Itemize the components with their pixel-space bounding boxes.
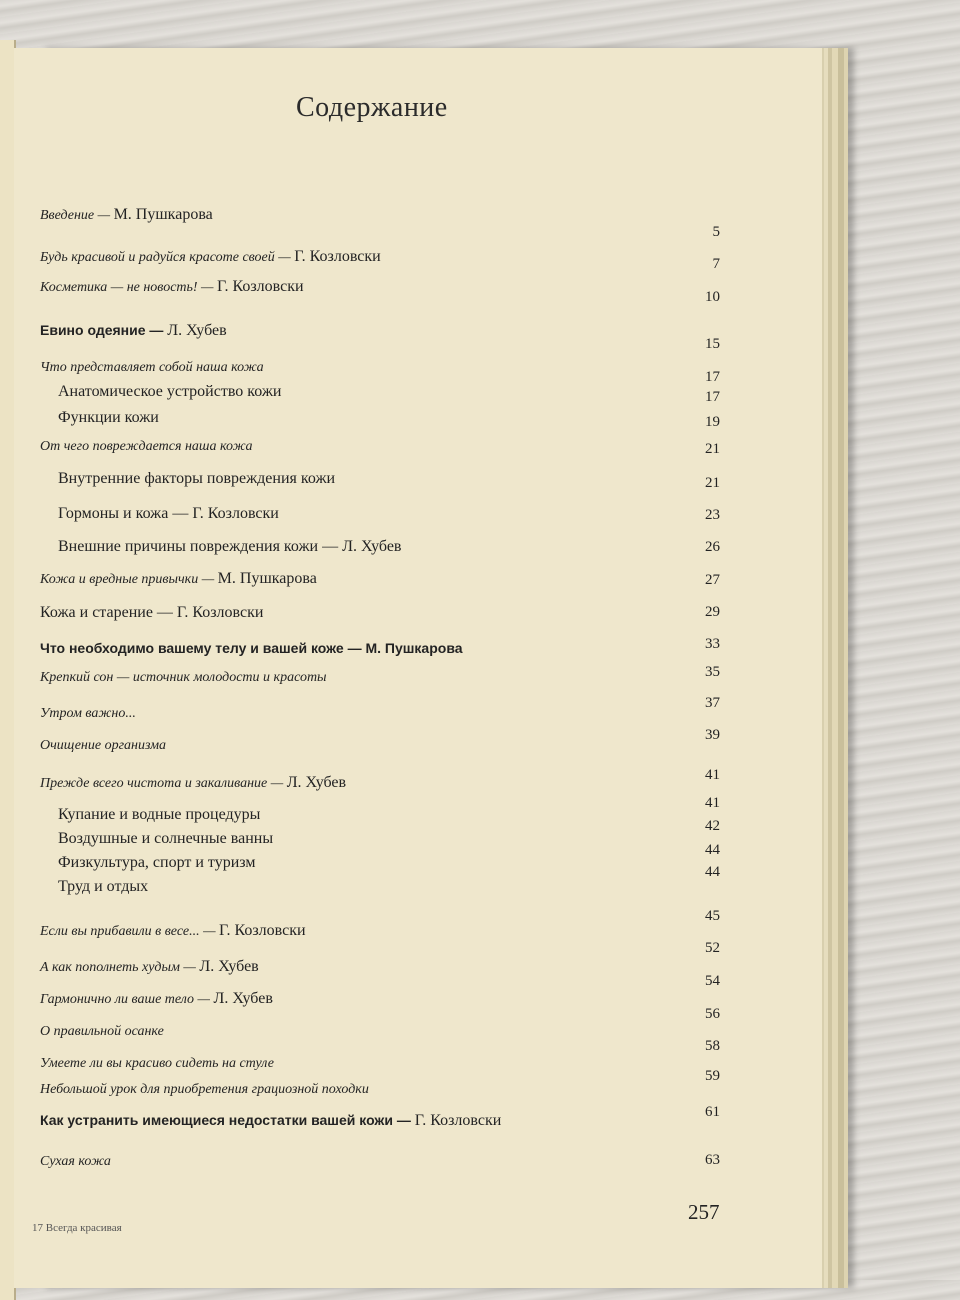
toc-entry-text: Труд и отдых bbox=[58, 878, 149, 895]
toc-entry-page-number: 58 bbox=[705, 1038, 720, 1054]
toc-entry-page-number: 26 bbox=[705, 539, 720, 555]
toc-entry-text: Физкультура, спорт и туризм bbox=[58, 854, 256, 871]
toc-entry-text: Гормоны и кожа — Г. Козловски bbox=[58, 505, 279, 522]
toc-entry-title bbox=[58, 830, 273, 848]
toc-entry-italic-text: От чего повреждается наша кожа bbox=[40, 439, 253, 454]
toc-entry-page-number: 27 bbox=[705, 572, 720, 588]
toc-entry-title bbox=[40, 206, 213, 224]
toc-entry-title bbox=[58, 854, 256, 872]
toc-entry-title bbox=[40, 640, 463, 658]
toc-entry-page-number: 42 bbox=[705, 818, 720, 834]
toc-entry-italic-text: О правильной осанке bbox=[40, 1024, 164, 1039]
toc-entry-page-number: 56 bbox=[705, 1006, 720, 1022]
toc-entry-title bbox=[58, 383, 281, 401]
toc-entry-title bbox=[40, 322, 227, 340]
toc-entry-page-number: 44 bbox=[705, 842, 720, 858]
toc-entry-text: Л. Хубев bbox=[213, 990, 273, 1007]
page-number: 257 bbox=[688, 1200, 720, 1224]
toc-entry-title bbox=[40, 1112, 501, 1130]
toc-entry-text: Купание и водные процедуры bbox=[58, 806, 261, 823]
toc-entry-text: Л. Хубев bbox=[167, 322, 227, 339]
toc-entry-title bbox=[40, 437, 253, 455]
toc-entry-title bbox=[58, 538, 401, 556]
toc-entry-page-number: 29 bbox=[705, 604, 720, 620]
toc-entry-title bbox=[40, 990, 273, 1008]
toc-entry-italic-text: Утром важно... bbox=[40, 706, 136, 721]
toc-entry-italic-text: Что представляет собой наша кожа bbox=[40, 360, 264, 375]
toc-entry-text: Г. Козловски bbox=[219, 922, 306, 939]
toc-entry-title bbox=[40, 1054, 274, 1072]
toc-entry-italic-text: Сухая кожа bbox=[40, 1154, 111, 1169]
toc-entry-text: Внутренние факторы повреждения кожи bbox=[58, 470, 336, 487]
toc-entry-page-number: 5 bbox=[712, 224, 720, 240]
toc-entry-italic-text: Будь красивой и радуйся красоте своей — bbox=[40, 250, 295, 265]
toc-entry-page-number: 23 bbox=[705, 507, 720, 523]
toc-entry-title bbox=[40, 958, 259, 976]
toc-entry-title bbox=[40, 1152, 111, 1170]
toc-entry-italic-text: Если вы прибавили в весе... — bbox=[40, 924, 220, 939]
toc-entry-title bbox=[40, 604, 263, 622]
toc-entry-page-number: 33 bbox=[705, 636, 720, 652]
toc-entry-bold-text: Что необходимо вашему телу и вашей коже — М. Пушкарова bbox=[40, 640, 463, 656]
toc-entry-page-number: 61 bbox=[705, 1104, 720, 1120]
toc-entry-title bbox=[40, 570, 317, 588]
toc-entry-title bbox=[40, 774, 346, 792]
toc-entry-text: М. Пушкарова bbox=[217, 570, 317, 587]
toc-entry-italic-text: Прежде всего чистота и закаливание — bbox=[40, 776, 287, 791]
toc-entry-italic-text: Небольшой урок для приобретения грациозной походки bbox=[40, 1082, 369, 1097]
toc-entry-text: Кожа и старение — Г. Козловски bbox=[40, 604, 264, 621]
toc-entry-text: Внешние причины повреждения кожи — Л. Хубев bbox=[58, 538, 402, 555]
toc-entry-page-number: 44 bbox=[705, 864, 720, 880]
toc-entry-page-number: 7 bbox=[712, 256, 720, 272]
toc-entry-title bbox=[40, 736, 166, 754]
toc-entry-title bbox=[40, 1022, 164, 1040]
toc-entry-page-number: 63 bbox=[705, 1152, 720, 1168]
toc-entry-title bbox=[58, 505, 279, 523]
toc-entry-text: Воздушные и солнечные ванны bbox=[58, 830, 274, 847]
toc-entry-title bbox=[40, 704, 136, 722]
toc-entry-italic-text: Умеете ли вы красиво сидеть на стуле bbox=[40, 1056, 274, 1071]
toc-entry-title bbox=[40, 358, 264, 376]
toc-entry-text: Г. Козловски bbox=[294, 248, 381, 265]
toc-entry-page-number: 45 bbox=[705, 908, 720, 924]
toc-entry-text: М. Пушкарова bbox=[113, 206, 213, 223]
toc-entry-title bbox=[58, 470, 335, 488]
toc-entry-text: Анатомическое устройство кожи bbox=[58, 383, 282, 400]
toc-entry-italic-text: Введение — bbox=[40, 208, 114, 223]
toc-entry-page-number: 41 bbox=[705, 795, 720, 811]
toc-entry-italic-text: Очищение организма bbox=[40, 738, 167, 753]
page-title: Содержание bbox=[296, 92, 448, 123]
toc-entry-page-number: 21 bbox=[705, 441, 720, 457]
toc-entry-title bbox=[40, 922, 306, 940]
toc-entry-page-number: 54 bbox=[705, 973, 720, 989]
toc-entry-page-number: 17 bbox=[705, 369, 720, 385]
toc-entry-title bbox=[58, 806, 260, 824]
toc-entry-title bbox=[58, 878, 148, 896]
toc-entry-text: Г. Козловски bbox=[414, 1112, 502, 1129]
signature-footer: 17 Всегда красивая bbox=[32, 1222, 122, 1234]
toc-entry-title bbox=[40, 278, 304, 296]
toc-entry-bold-text: Как устранить имеющиеся недостатки вашей кожи — bbox=[40, 1112, 415, 1128]
toc-entry-page-number: 37 bbox=[705, 695, 720, 711]
toc-entry-page-number: 21 bbox=[705, 475, 720, 491]
toc-entry-text: Функции кожи bbox=[58, 409, 159, 426]
toc-entry-page-number: 15 bbox=[705, 336, 720, 352]
toc-entry-page-number: 35 bbox=[705, 664, 720, 680]
toc-entry-page-number: 59 bbox=[705, 1068, 720, 1084]
toc-entry-page-number: 10 bbox=[705, 289, 720, 305]
toc-entry-page-number: 17 bbox=[705, 389, 720, 405]
toc-entry-italic-text: Крепкий сон — источник молодости и красоты bbox=[40, 670, 327, 685]
toc-entry-text: Л. Хубев bbox=[199, 958, 259, 975]
toc-entry-page-number: 39 bbox=[705, 727, 720, 743]
toc-entry-italic-text: Косметика — не новость! — bbox=[40, 280, 218, 295]
toc-entry-title bbox=[40, 1080, 369, 1098]
toc-entry-italic-text: А как пополнеть худым — bbox=[40, 960, 200, 975]
toc-entry-title bbox=[40, 248, 381, 266]
toc-entry-page-number: 19 bbox=[705, 414, 720, 430]
toc-entry-page-number: 52 bbox=[705, 940, 720, 956]
toc-entry-page-number: 41 bbox=[705, 767, 720, 783]
toc-entry-italic-text: Кожа и вредные привычки — bbox=[40, 572, 218, 587]
toc-entry-italic-text: Гармонично ли ваше тело — bbox=[40, 992, 214, 1007]
toc-entry-title bbox=[40, 668, 327, 686]
toc-entry-title bbox=[58, 409, 159, 427]
toc-entry-text: Л. Хубев bbox=[286, 774, 347, 791]
toc-entry-text: Г. Козловски bbox=[217, 278, 304, 295]
toc-entry-bold-text: Евино одеяние — bbox=[40, 322, 168, 338]
